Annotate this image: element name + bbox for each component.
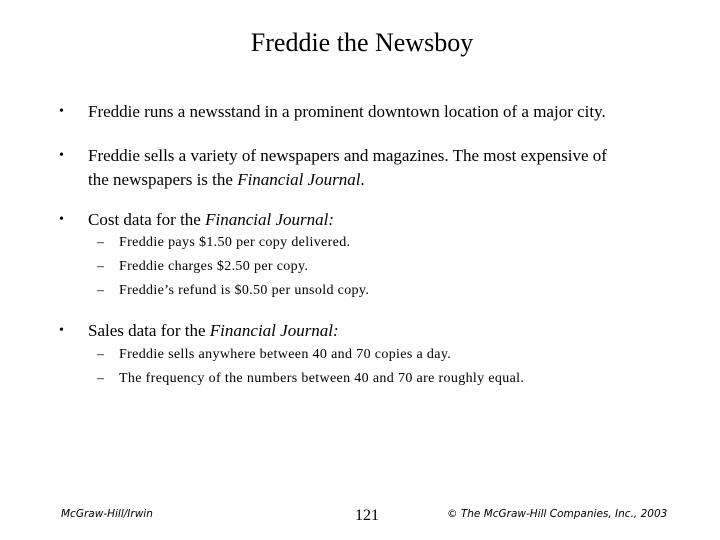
dash-icon: – <box>97 283 105 298</box>
footer-copyright: © The McGraw-Hill Companies, Inc., 2003 <box>447 508 668 520</box>
sub-item-text: Freddie sells anywhere between 40 and 70 copies a day. <box>119 347 452 362</box>
bullet-lead-text: Sales data for the <box>88 321 210 340</box>
bullet-text <box>88 319 688 343</box>
continuation-end: . <box>360 170 365 189</box>
bullet-text <box>88 144 688 192</box>
dash-icon: – <box>97 259 105 274</box>
bullet-text-continuation <box>88 168 688 192</box>
continuation-text: the newspapers is the <box>88 170 238 189</box>
publication-name: Financial Journal: <box>205 210 334 229</box>
bullet-dot-icon: • <box>59 104 64 119</box>
slide-title: Freddie the Newsboy <box>250 28 474 57</box>
sub-item-text: Freddie pays $1.50 per copy delivered. <box>119 235 351 250</box>
sub-item-text: Freddie’s refund is $0.50 per unsold copy. <box>119 283 370 298</box>
bullet-dot-icon: • <box>59 212 64 227</box>
bullet-dot-icon: • <box>59 148 64 163</box>
dash-icon: – <box>97 235 105 250</box>
publication-name: Financial Journal: <box>209 321 339 340</box>
sub-item-text: The frequency of the numbers between 40 and 70 are roughly equal. <box>119 371 525 386</box>
publication-name: Financial Journal <box>237 170 361 189</box>
bullet-dot-icon: • <box>59 323 64 338</box>
bullet-text-line: Freddie sells a variety of newspapers and magazines. The most expensive of <box>88 146 607 165</box>
page-number: 121 <box>355 507 379 524</box>
bullet-text <box>88 208 688 232</box>
dash-icon: – <box>97 371 105 386</box>
sub-item-text: Freddie charges $2.50 per copy. <box>119 259 309 274</box>
footer-publisher: McGraw-Hill/Irwin <box>61 508 153 520</box>
bullet-text: Freddie runs a newsstand in a prominent downtown location of a major city. <box>88 102 606 121</box>
dash-icon: – <box>97 347 105 362</box>
bullet-lead-text: Cost data for the <box>88 210 206 229</box>
